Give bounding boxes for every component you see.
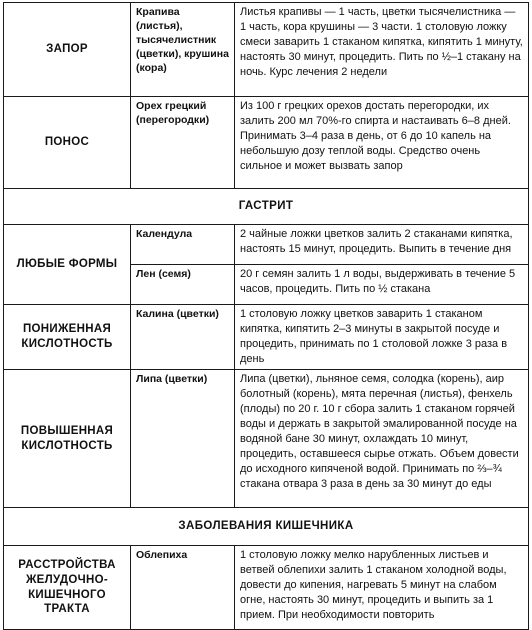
category-cell: ПОНОС	[4, 97, 131, 189]
remedies-table	[3, 2, 529, 630]
plant-cell: Крапива (листья), тысячелистник (цветки), крушина (кора)	[131, 3, 235, 97]
recipe-cell: 1 столовую ложку цветков заварить 1 стаканом кипятка, кипятить 2–3 минуты в закрытой посуде и процедить, принимать по 1 столовой ложке 3 раза в день	[235, 305, 529, 370]
section-header-row	[4, 508, 529, 546]
plant-cell: Календула	[131, 225, 235, 265]
section-header-kishechnik: ЗАБОЛЕВАНИЯ КИШЕЧНИКА	[4, 508, 529, 546]
table-row	[4, 370, 529, 508]
recipe-cell: Листья крапивы — 1 часть, цветки тысячелистника — 1 часть, кора крушины — 3 части. 1 столовую ложку смеси заварить 1 стаканом кипятка, кипятить 1 минуту, настоять 30 минут, процедить. Пить по ½–1 стакану на ночь. Курс лечения 2 недели	[235, 3, 529, 97]
table-row	[4, 97, 529, 189]
recipe-cell: Из 100 г грецких орехов достать перегородки, их залить 200 мл 70%-го спирта и настаивать 6–8 дней. Принимать 3–4 раза в день, от 6 до 10 капель на небольшую дозу теплой воды. Средство очень сильное и может вызвать запор	[235, 97, 529, 189]
plant-cell: Лен (семя)	[131, 265, 235, 305]
category-cell: ПОВЫШЕННАЯ КИСЛОТНОСТЬ	[4, 370, 131, 508]
section-header-gastrit: ГАСТРИТ	[4, 189, 529, 225]
recipe-cell: 2 чайные ложки цветков залить 2 стаканами кипятка, настоять 15 минут, процедить. Выпить в течение дня	[235, 225, 529, 265]
recipe-cell: Липа (цветки), льняное семя, солодка (корень), аир болотный (корень), мята перечная (листья), фенхель (плоды) по 20 г. 10 г сбора залить 1 стаканом горячей воды и держать в закрытой эмалированной посуде на водяной бане 30 минут, охлаждать 10 минут, процедить, оставшееся сырье отжать. Объем довести до исходного кипяченой водой. Принимать по ⅔–¾ стакана отвара 3 раза в день за 30 минут до еды	[235, 370, 529, 508]
table-row	[4, 546, 529, 630]
table-row	[4, 3, 529, 97]
table-row	[4, 225, 529, 265]
category-cell: ЛЮБЫЕ ФОРМЫ	[4, 225, 131, 305]
category-cell: ЗАПОР	[4, 3, 131, 97]
recipe-cell: 20 г семян залить 1 л воды, выдерживать в течение 5 часов, процедить. Пить по ½ стакана	[235, 265, 529, 305]
category-cell: ПОНИЖЕННАЯ КИСЛОТНОСТЬ	[4, 305, 131, 370]
table-row	[4, 305, 529, 370]
category-cell: РАССТРОЙСТВА ЖЕЛУДОЧНО-КИШЕЧНОГО ТРАКТА	[4, 546, 131, 630]
recipe-cell: 1 столовую ложку мелко нарубленных листьев и ветвей облепихи залить 1 стаканом холодной воды, довести до кипения, нагревать 5 минут на слабом огне, настоять 30 минут, процедить и выпить за 1 прием. При необходимости повторить	[235, 546, 529, 630]
plant-cell: Калина (цветки)	[131, 305, 235, 370]
plant-cell: Липа (цветки)	[131, 370, 235, 508]
section-header-row	[4, 189, 529, 225]
plant-cell: Орех грецкий (перегородки)	[131, 97, 235, 189]
plant-cell: Облепиха	[131, 546, 235, 630]
